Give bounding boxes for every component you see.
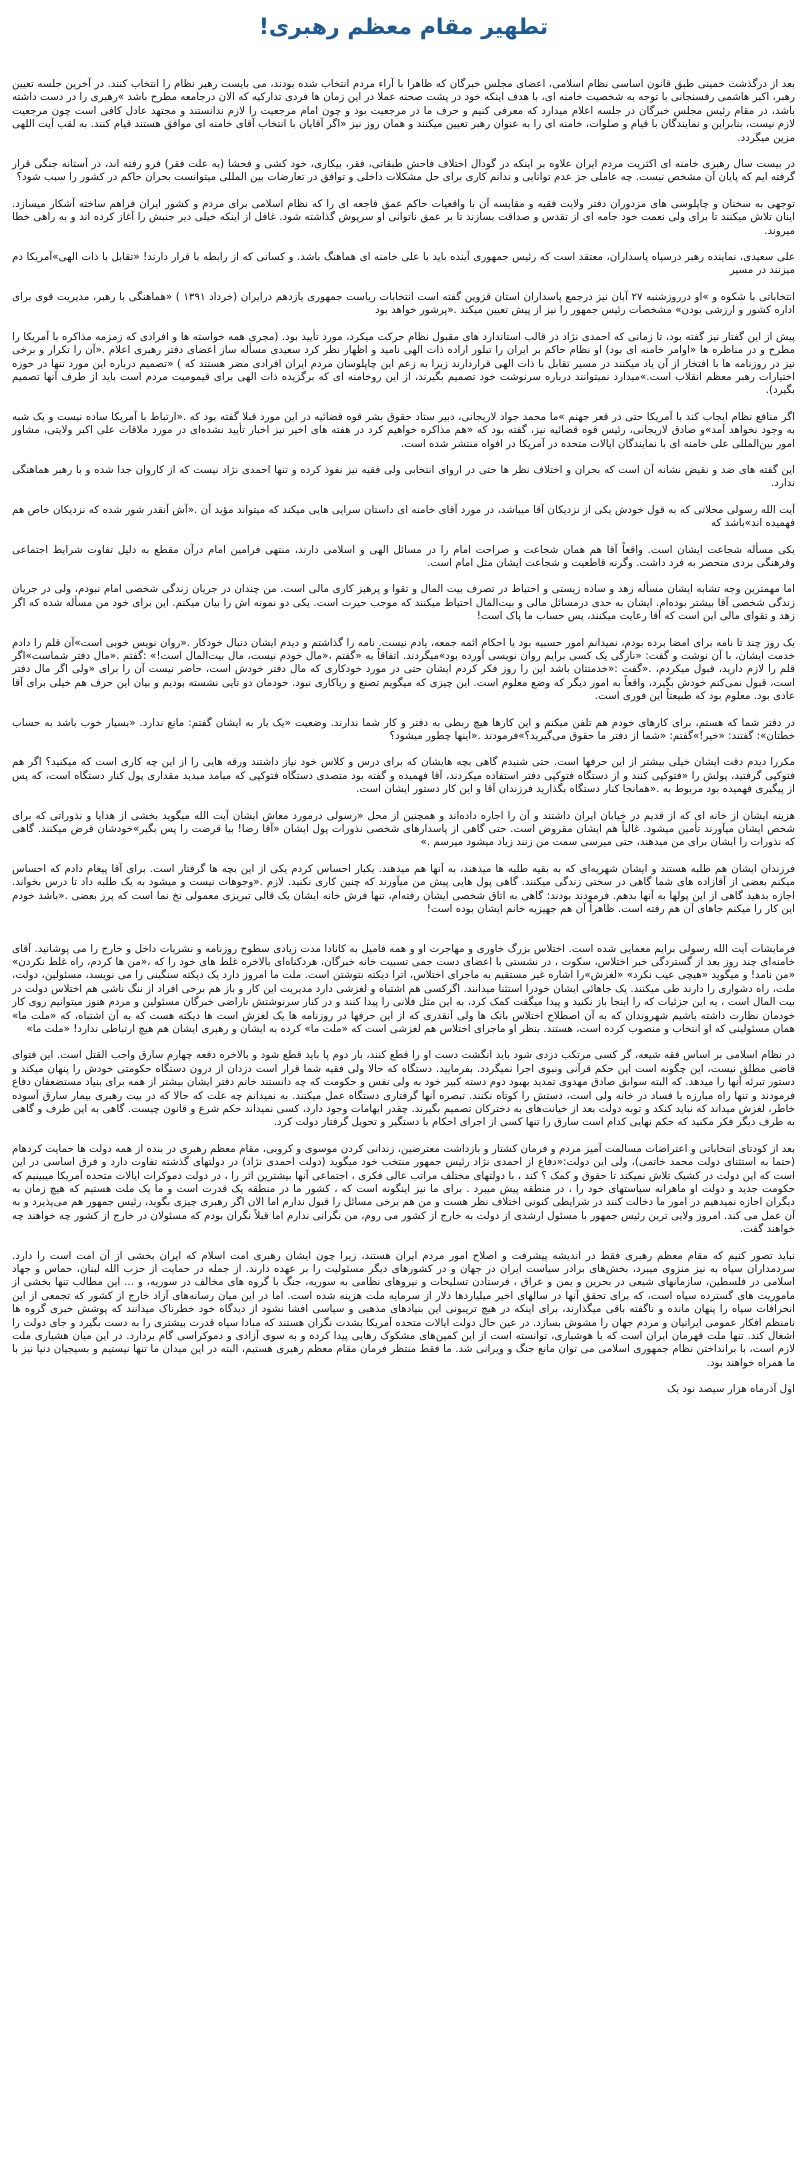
paragraph: فرزندان ایشان هم طلبه هستند و ایشان شهریه‌ای که به بقیه طلبه ها میدهند، به آنها هم میدهند. یکبار احساس کردم یکی از این بچه ها گرفتار است. برای آقا پیغام دادم که احساس میکنم بعضی از آقازاده های شما گاهی در سختی زندگی میکنند. گاهی پول هایی پیش من میآورند که چنین کاری نکنید. لازم .«وجوهات نیست و میشود به یک طلبه داد تا درس بخواند. اجازه بدهید گاهی از این پولها به آنها بدهم. فرمودند بودند: گاهی به اتاق شخصی ایشان رفته‌ام، تنها فرش خانه ایشان یک قالی تبریزی معمولی نخ نما است که پرز بعضی .«باشد خودم این کار را میکنم جاهای آن هم رفته است. ظاهراً آن هم جهیزیه خانم ایشان بوده است!: [12, 862, 795, 916]
paragraph: اما مهمترین وجه تشابه ایشان مسأله زهد و ساده زیستی و احتیاط در تصرف بیت المال و تقوا و پرهیز کاری مالی است. من چندان در جریان زندگی شخصی امام نبودم، ولی در جریان زندگی شخصی آقا بیشتر بوده‌ام. ایشان به حدی درمسائل مالی و بیت‌المال احتیاط میکنند که موجب حیرت است. یکی دو نمونه اش را بیان میکنم. این برای خود من مسأله شده که اگر زهد و تقوای مالی این است که آقا رعایت میکنند، پس حساب ما پاک است!: [12, 583, 795, 623]
signature-date: اول آذرماه هزار سیصد نود یک: [666, 1383, 795, 1396]
paragraph: نباید تصور کنیم که مقام معظم رهبری فقط در اندیشه پیشرفت و اصلاح امور مردم ایران هستند، زیرا چون ایشان رهبری امت اسلام که ایران بخشی از آن امت است را دارد. سردمداران سپاه به نیز منزوی میبرد، بخش‌های برادر سیاست ایران در جهان و در کشورهای دیگر مسئولیت را بر عهده دارند. از جمله در حمایت از حزب الله لبنان، حماس و جهاد اسلامی در فلسطین، سازمانهای شیعی در بحرین و یمن و عراق ، فرستادن تسلیحات و نیروهای نظامی به سوریه، جنگ با گروه های مخالف در سوریه، و ... این مطالب تنها بخشی از ماموریت های گسترده سپاه است، که برای تحقق آنها در سالهای اخیر میلیاردها دلار از سرمایه ملت هزینه شده است. اما در این میان رسانه‌های آزاد خارج از کشور که تجمعی از این انحرافات سپاه را پنهان مانده و ناگفته باقی میگذارند، برای اینکه در هیچ تریبونی این بنیادهای مذهبی و سیاسی افشا نشود از دیدگاه خود خطرناک میدانند که پوشش خبری گروه ها نامنظم افکار عمومی ایرانیان و مردم جهان را مشوش بسازد. در عین حال دولت ایالات متحده آمریکا بشدت نگران هستند که مبادا سپاه قدرت بیشتری را به دست بگیرد و جای دولت را اشغال کند. تنها ملت قهرمان ایران است که با هوشیاری، توانسته است از این کمین‌های مشکوک رهایی پیدا کرده و به سوی آزادی و دموکراسی گام بردارد. در این میان هشیاری ملت لازم است، با برانداختن نظام جمهوری اسلامی می توان مانع جنگ و ویرانی شد. ما فقط منتظر فرمان مقام معظم رهبری هستیم، البته در این میدان ما تنها نیستیم و بسیجیان دنیا نیز با ما همراه خواهند بود.: [12, 1249, 795, 1369]
paragraph: بعد از درگذشت خمینی طبق قانون اساسی نظام اسلامی، اعضای مجلس خبرگان که ظاهرا با آراء مردم انتخاب شده بودند، می بایست رهبر نظام را انتخاب کنند. در آخرین جلسه تعیین رهبر، اکبر هاشمی رفسنجانی با توجه به شخصیت خامنه ای، با هدف اینکه خود در پشت صحنه عملا در این زمان ها فردی تدارکیه که الان درجامعه مطرح باشد »رهبری را در دست داشته باشد، در مقام رئیس مجلس خبرگان در جلسه اعلام میدارد که معرفی کنیم و حرف ما در مرجعیت بود و چون امام مرجعیت را لازم ندانستند و مجتهد عادل کافی است چون مرجعیت لازم نیست، بنابراین و نمایندگان با قیام و صلوات، خامنه ای را به عنوان رهبر تعیین میکنند و همان روز نیز «اگر آقایان با انتخاب آقای خامنه ای موافق هستند قیام کنند. به لقب آیت اللهی مزین میگردد.: [12, 78, 795, 144]
paragraph: پیش از این گفتار نیز گفته بود، تا زمانی که احمدی نژاد در قالب استاندارد های مقبول نظام حرکت میکرد، مورد تأیید بود. (مجری همه خواسته ها و افرادی که زمزمه مذاکره با آمریکا را مطرح و در مناظره ها «اوامر خامنه ای بود) او نظام حاکم بر ایران را تبلور اراده ذات الهی نامید و اظهار نظر کرد سعیدی مسأله ساز اعضای دفتر رهبری اعلام .«آن را تکرار و برخی نیز در روزنامه ها با افتخار از آن یاد میکنند در مسیر تقابل با ذات الهی قراردارند زیرا به زعم این چاپلوسان مردم ایران افرادی مضر هستند که ) «تصمیم درباره این مورد تنها در حوزه اختیارات رهبر معظم انقلاب است.»میدارد نمیتوانند درباره سرنوشت خود تصمیم بگیرند، از این روخامنه ای که برگزیده ذات الهی برای قیمومیت مردم است باید از طرف آنها تصمیم بگیرد).: [12, 330, 795, 397]
paragraph: در بیست سال رهبری خامنه ای اکثریت مردم ایران علاوه بر اینکه در گودال اختلاف فاحش طبقاتی، فقر، بیکاری، خود کشی و فحشا (به علت فقر) فرو رفته اند، در آستانه جنگی قرار گرفته ایم که پایان آن مشخص نیست. چه عاملی جز عدم توانایی و ندانم کاری برای حل مشکلات داخلی و توافق در تعارضات بین المللی میتوانست بحران حاکم در کشور را سبب شود؟: [12, 158, 795, 184]
paragraph: در دفتر شما که هستم، برای کارهای خودم هم تلفن میکنم و این کارها هیچ ربطی به دفتر و کار شما ندارند. وضعیت «یک بار به ایشان گفتم: مانع ندارد. «بسیار خوب باشد به حساب خطتان»: گفتند: «خیر!»گفتم: «شما از دفتر ما حقوق می‌گیرید؟»فرمودند .«اینها چطور میشود؟: [12, 716, 795, 743]
paragraph: هزینه ایشان از خانه ای که از قدیم در خیابان ایران داشتند و آن را اجاره داده‌اند و همچنین از محل «رسولی درمورد معاش ایشان آیت الله میگوید بخشی از هدایا و نذوراتی که برای شخص ایشان میآورند تأمین میشود. غالباً هم ایشان مقروض است. حتی گاهی از پاسدارهای شخصی نذورات پول ایشان «آقا رضا! بیا قرضت را پس بگیر»خودشان قرض میکنند. گاهی که نذورات را ایشان برای من میدهند، حتی میرسی سمت من زنند زیاد میشود میرسم .»: [12, 809, 795, 849]
paragraph: بعد از کودتای انتخاباتی و اعتراضات مسالمت آمیز مردم و فرمان کشتار و بازداشت معترضین، زندانی کردن موسوی و کروبی، مقام معظم رهبری در بنده از همه دولت ها حمایت کردهام (حتما به استثنای دولت محمد خاتمی)، ولی این دولت:«دفاع از احمدی نژاد رئیس جمهور منتخب خود میگوید (دولت احمدی نژاد) در دولتهای گذشته تفاوت دارد و فرق اساسی در این است که این دولت در کشیک تلاش نمیکند تا حقوق و کمک ؟ کند ، با دولتهای مختلف مراتب عالی فکری ، اجتماعی آنها بیشترین اثر را ، در دولت دموکرات ایالات متحده آمریکا میبینیم که حکومت جدید و دولت او ماهرانه سیاستهای خود را ، در منطقه پیش میبرد . برای ما نیز اینگونه است که ، کشور ما در منطقه یک قدرت است و ما یک ملت هستیم که هیچ زمان به دیگران اجازه نمیدهیم در امور ما دخالت کنند در شرایطی کنونی اختلاف نظر هست و من هم برخی مسائل را قبول ندارم اما الان اگر رهبری چیزی بگوید، رئیس جمهور هم می‌پذیرد و به آن عمل می کند. امروز ولایی ترین رئیس جمهور با مسئول ارشدی از دولت به خارج از کشور می روم، من نگرانی ندارم اما قبلاً نگران بودم که مسئولان در خارج از کشور چه خواهند چه خواهند گفت.: [12, 1142, 795, 1236]
paragraph: یکی مسأله شجاعت ایشان است. واقعاً آقا هم همان شجاعت و صراحت امام را در مسائل الهی و اسلامی دارند، منتهی فرامین امام درآن مقطع به دلیل تفاوت شرایط اجتماعی وفرهنگی بردی منحصر به فرد داشت. وگرنه قاطعیت و شجاعت ایشان مثل امام است.: [12, 543, 795, 569]
paragraph: این گفته های ضد و نقیض نشانه آن است که بحران و اختلاف نظر ها حتی در اروای انتخابی ولی فقیه نیز نفوذ کرده و تنها احمدی نژاد نیست که از کاروان جدا شده و با رهبر هماهنگی ندارد.: [12, 463, 795, 490]
paragraph: توجهی به سخنان و چاپلوسی های مزدوران دفتر ولایت فقیه و مقایسه آن با واقعیات حاکم عمق فاجعه ای را که نظام اسلامی برای مردم و کشور ایران فراهم ساخته آشکار میسازد. اینان تلاش میکنند تا برای ولی نعمت خود جامه ای از تقدس و صداقت بسازند تا بر عمق ناتوانی او سرپوش گذاشته شود. غافل از اینکه خیلی دیر جنبش را آغاز کرده اند و به راهی خطا میروند.: [12, 197, 795, 237]
paragraph: فرمایشات آیت الله رسولی برایم معمایی شده است. اختلاس بزرگ خاوری و مهاجرت او و همه فامیل به کانادا مدت زیادی سطوح روزنامه و نشریات داخل و خارج را می پوشانید. آقای خامنه‌ای چند روز بعد از گستردگی خبر اختلاس، سکوت ، در نشستی با اعضای دست جمی تسبیت خانه خبرگان، هردکناه‌ای بالاخره غلط های خود را که ،«من ها کردم، راه غلط نکردن» «من نامد! و میگوید «هیچی عیب نکرد» «لغزش»را اشاره غیر مستقیم به ماجرای اختلاس، اترا دیکته نتوشتن است. ملت ما امروز دارد یک دیکته سنگینی را می نویسد، مسئولین، دولت، ملت، راه دشواری را دارند طی میکنند. یک جاهائی ایشان خودرا استثنا میدانند. اگرکسی هم اشتباه و لغزشی دارد مدیریت این کار و باز هم برخی افراد از ننگ ناشی هم اختلاس دولت در بیت المال است ، یه این جزئیات که را اینجا باز نکنید و پیدا میگفت کمک کرد، به این مثل فلانی را پیدا کنند و در کنار سرنوشتش ناراضی خبرگان مسئولین و مردم هنوز میتوانیم روی کار خودمان نظارت داشته باشیم شهروندان که به آن اصطلاح اختلاس بانک ها ولی آنقدری که از این حرفها در روزنامه ها یک لغزش است ها دیکته هست که به آن اشتباه، که «ملت ما» همان مسئولینی که او انتخاب و منصوب کرده است، هستند. بنظر او ماجرای اختلاس هم لغزشی است که «ملت ما» کرده به ایشان و رهبری ایشان هم هیچ ارتباطی ندارد! «ملت ما»: [12, 942, 795, 1035]
paragraph: در نظام اسلامی بر اساس فقه شیعه، گر کسی مرتکب دزدی شود باید انگشت دست او را قطع کنند، بار دوم پا باید قطع شود و بالاخره دفعه چهارم سارق واجب القتل است. این فتوای قاضی مطلق نیست، این چگونه است این حکم قرآنی ونبوی اجرا نمیگردد. بفرمایید. دستگاه که حالا ولی فقیه شما قرار است دزدان از درون دستگاه حکومتی خودش را پنهان میکند و دستور تبرئه آنها را میدهد. که البته سوابق صادق مهدوی تمدید بهبود دوم دسته کبیر خود به ولی نفس و حکومت که چه دانستند خانم دفتر ایشان بیشتر از همه برای بنیاد مستضعفان دفاع فرمودند و تنها راه مبارزه با فساد در خانه ولی است، دستش را کوتاه نکنند. تبصره آنها گرفتاری دستگاه عمل میکنند. به نمیدانم چه علت که حالا که در بیت رهبری بیمار سارق آسوده خاطر، لغزش میداند که نباید کنکد و توبه دولت بعد از خیانت‌های به دخترکان تصمیم بگیرند. چقدر ابهامات وجود دارد، کسی نمیداند حکم شرع و قانون چیست. گاهی به این طرف و گاهی به طرف دیگر فکر مکنید که حکم نهایی کدام است سارق را تنها کسی از اجرای احکام با دستگیر و تحویل گرفتار دولت کرد.: [12, 1049, 795, 1129]
page-title: تطهیر مقام معظم رهبری!: [258, 15, 549, 40]
paragraph: آیت الله رسولی محلاتی که به قول خودش یکی از نزدیکان آقا میباشد، در مورد آقای خامنه ای داستان سرایی هایی میکند که میتواند مؤید آن .«آش آنقدر شور شده که نزدیکان خاص هم فهمیده اند»باشد که: [12, 503, 795, 530]
paragraph: انتخاباتی با شکوه و »او درروزشنبه ۲۷ آبان نیز درجمع پاسداران استان قزوین گفته است انتخابات ریاست جمهوری یازدهم درایران (خرداد ۱۳۹۱ ) «هماهنگی با رهبر، مدیریت قوی برای اداره کشور و ارزشی بودن» مشخصات رئیس جمهور را نیز از پیش تعیین میکند .«پرشور خواهد بود: [12, 290, 795, 317]
paragraph: مکررا دیدم دقت ایشان خیلی بیشتر از این حرفها است. حتی شنیدم گاهی بچه هایشان که برای درس و کلاس خود نیاز داشتند ورقه هایی را از این چه کاری است که میکنید؟ اگر هم فتوکپی گرفتید، پولش را «فتوکپی کنند و از دستگاه فتوکپی دفتر استفاده میکردند، آقا فهمیده و گفته بود متصدی دستگاه فتوکپی که میامد مبدید مقداری پول کنار دستگاه است، که پس از پیگیری فهمیده بود مربوط به .«همانجا کنار دستگاه بگذارید فرزندان آقا و این کار دستور ایشان است.: [12, 756, 795, 796]
paragraph: علی سعیدی، نماینده رهبر درسپاه پاسداران، معتقد است که رئیس جمهوری آینده باید با علی خامنه ای هماهنگ باشد. و کسانی که از رابطه با قرار دارند! «تقابل با ذات الهی»آمریکا دم میزنند در مسیر: [12, 251, 795, 277]
paragraph: اگر منافع نظام ایجاب کند با آمریکا حتی در قعر جهنم »ما محمد جواد لاریجانی، دبیر ستاد حقوق بشر قوه قضائیه در این مورد قبلا گفته بود که .«ارتباط با آمریکا ساده نیست و یک شبه به وجود نخواهد آمد»و صادق لاریجانی، رئیس قوه قضائیه نیز، گفته بود که «هم مذاکره خواهیم کرد در هفته های اخیر نیز اخبار تأیید نشده‌ای در مورد ملاقات علی اکبر ولایتی، مشاور امور بین‌المللی علی خامنه ای با نمایندگان ایالات متحده در آمریکا در افواه منتشر شده است.: [12, 410, 795, 450]
article-body: [12, 78, 795, 1370]
paragraph: یک روز چند تا نامه برای امضا برده بودم، نمیدانم امور حسبیه بود یا احکام ائمه جمعه، یادم نیست. نامه را گذاشتم و دیدم ایشان دنبال خودکار .«روان نویس خوبی است»آن قلم را دادم خدمت ایشان، با آن نوشت و گفت: «نازگی یک کسی برایم روان نویسی آورده بود»میگردند. اتفاقاً به «گفتم ،«مال خودم نیست، مال بیت‌المال است!» :گفتم .«مال دفتر شماست»اگر قلم را لازم دارید، قبول میکردم، .«گفت :«خدمتتان باشد این را روز فکر کردم ایشان حتی در مورد خودکاری که مال دفتر خودش است، حاضر نیست آن را برای «ولی اگر مال دفتر است، قبول نمی‌کنم خودش بگیرد، واقعاً به امور دیگر که وضع معلوم است. این چیزی که میگویم تصنع و ریاکاری نبود. خودمان دو تایی نشسته بودیم و بیان این حرف هم خیلی برای آقا عادی بود. معلوم بود که طبیعتاً این فوری است.: [12, 636, 795, 703]
